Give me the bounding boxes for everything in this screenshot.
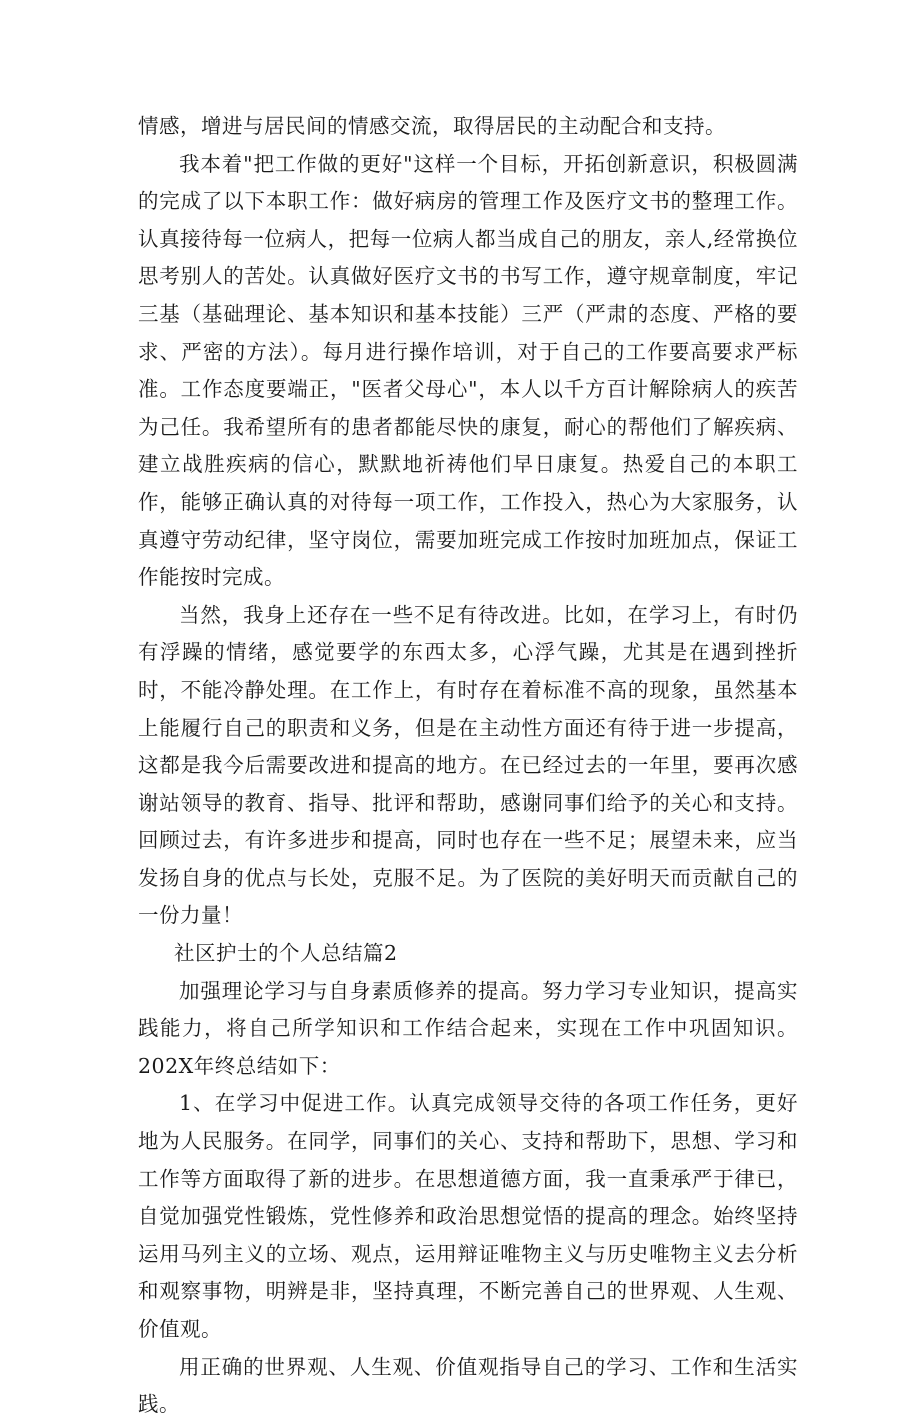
section-heading: 社区护士的个人总结篇2 <box>174 941 398 966</box>
paragraph-continuation: 情感，增进与居民间的情感交流，取得居民的主动配合和支持。 <box>138 114 726 138</box>
paragraph-worldview: 用正确的世界观、人生观、价值观指导自己的学习、工作和生活实践。 <box>138 1354 798 1417</box>
paragraph-work-duties: 我本着"把工作做的更好"这样一个目标，开拓创新意识，积极圆满的完成了以下本职工作：做好病房的管理工作及医疗文书的整理工作。认真接待每一位病人，把每一位病人都当成自己的朋友，亲人,经常换位思考别人的苦处。认真做好医疗文书的书写工作，遵守规章制度，牢记三基（基础理论、基本知识和基本技能）三严（严肃的态度、严格的要求、严密的方法）。每月进行操作培训，对于自己的工作要高要求严标准。工作态度要端正，"医者父母心"，本人以千方百计解除病人的疾苦为己任。我希望所有的患者都能尽快的康复，耐心的帮他们了解疾病、建立战胜疾病的信心，默默地祈祷他们早日康复。热爱自己的本职工作，能够正确认真的对待每一项工作，工作投入，热心为大家服务，认真遵守劳动纪律，坚守岗位，需要加班完成工作按时加班加点，保证工作能按时完成。 <box>138 151 798 590</box>
paragraph-shortcomings: 当然，我身上还存在一些不足有待改进。比如，在学习上，有时仍有浮躁的情绪，感觉要学的东西太多，心浮气躁，尤其是在遇到挫折时，不能冷静处理。在工作上，有时存在着标准不高的现象，虽然基本上能履行自己的职责和义务，但是在主动性方面还有待于进一步提高，这都是我今后需要改进和提高的地方。在已经过去的一年里，要再次感谢站领导的教育、指导、批评和帮助，感谢同事们给予的关心和支持。回顾过去，有许多进步和提高，同时也存在一些不足；展望未来，应当发扬自身的优点与长处，克服不足。为了医院的美好明天而贡献自己的一份力量！ <box>138 602 798 928</box>
paragraph-theory-study: 加强理论学习与自身素质修养的提高。努力学习专业知识，提高实践能力，将自己所学知识和工作结合起来，实现在工作中巩固知识。202X年终总结如下： <box>138 978 798 1078</box>
paragraph-learning-work: 1、在学习中促进工作。认真完成领导交待的各项工作任务，更好地为人民服务。在同学，同事们的关心、支持和帮助下，思想、学习和工作等方面取得了新的进步。在思想道德方面，我一直秉承严于律已，自觉加强党性锻炼，党性修养和政治思想觉悟的提高的理念。始终坚持运用马列主义的立场、观点，运用辩证唯物主义与历史唯物主义去分析和观察事物，明辨是非，坚持真理，不断完善自己的世界观、人生观、价值观。 <box>138 1091 798 1341</box>
document-body <box>138 108 798 1424</box>
